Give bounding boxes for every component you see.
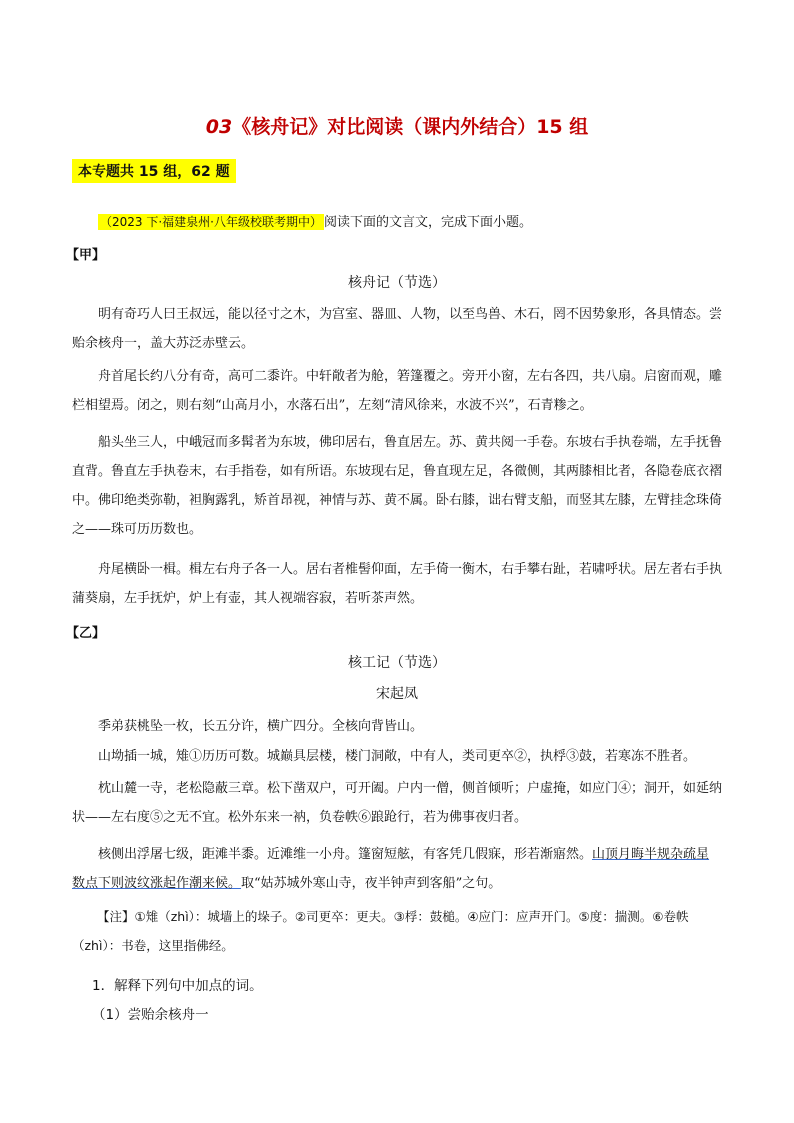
title-number: 03 bbox=[205, 116, 233, 138]
sub-question-1: （1）尝贻余核舟一 bbox=[92, 1007, 209, 1023]
text-b-paragraph-4 bbox=[72, 840, 722, 898]
text-a-paragraph-1: 明有奇巧人曰王叔远，能以径寸之木，为宫室、器皿、人物，以至鸟兽、木石，罔不因势象形，各具情态。尝贻余核舟一，盖大苏泛赤壁云。 bbox=[72, 307, 723, 351]
source-highlight: （2023 下·福建泉州·八年级校联考期中） bbox=[100, 215, 322, 229]
question-1: 1．解释下列句中加点的词。 bbox=[92, 978, 263, 994]
text-b-author: 宋起凤 bbox=[376, 686, 418, 702]
text-b-paragraph-2: 山坳插一城，雉①历历可数。城巅具层楼，楼门洞敞，中有人，类司更卒②，执桴③鼓，若寒冻不胜者。 bbox=[98, 749, 697, 764]
text-a-paragraph-4: 舟尾横卧一楫。楫左右舟子各一人。居右者椎髻仰面，左手倚一衡木，右手攀右趾，若啸呼状。居左者右手执蒲葵扇，左手抚炉，炉上有壶，其人视端容寂，若听茶声然。 bbox=[72, 562, 723, 606]
text-b-p4-end: 取“姑苏城外寒山寺，夜半钟声到客船”之句。 bbox=[241, 876, 502, 891]
text-b-paragraph-3: 枕山麓一寺，老松隐蔽三章。松下凿双户，可开阖。户内一僧，侧首倾听；户虚掩，如应门④；洞开，如延纳状——左右度⑤之无不宜。松外东来一衲，负卷帙⑥踉跄行，若为佛事夜归者。 bbox=[72, 781, 723, 825]
source-line bbox=[72, 208, 722, 237]
text-b-title: 核工记（节选） bbox=[348, 655, 446, 671]
instruction-text: 阅读下面的文言文，完成下面小题。 bbox=[323, 215, 532, 230]
text-a-title: 核舟记（节选） bbox=[348, 275, 446, 291]
text-b-p4-plain: 核侧出浮屠七级，距滩半黍。近滩维一小舟。篷窗短舷，有客凭几假寐，形若渐寤然。 bbox=[98, 847, 593, 862]
section-a-label: 【甲】 bbox=[66, 248, 106, 263]
footnotes: 【注】①雉（zhì）：城墙上的垛子。②司更卒：更夫。③桴：鼓槌。④应门：应声开门。⑤度：揣测。⑥卷帙（zhì）：书卷，这里指佛经。 bbox=[72, 909, 689, 953]
title-text: 《核舟记》对比阅读（课内外结合）15 组 bbox=[232, 116, 589, 138]
text-a-paragraph-3: 船头坐三人，中峨冠而多髯者为东坡，佛印居右，鲁直居左。苏、黄共阅一手卷。东坡右手执卷端，左手抚鲁直背。鲁直左手执卷末，右手指卷，如有所语。东坡现右足，鲁直现左足，各微侧，其两膝相比者，各隐卷底衣褶中。佛印绝类弥勒，袒胸露乳，矫首昂视，神情与苏、黄不属。卧右膝，诎右臂支船，而竖其左膝，左臂挂念珠倚之——珠可历历数也。 bbox=[72, 435, 723, 537]
section-b-label: 【乙】 bbox=[66, 626, 106, 641]
page-title bbox=[0, 112, 794, 139]
summary-badge: 本专题共 15 组，62 题 bbox=[72, 159, 236, 183]
text-b-p4-underlined: 山顶月晦半规杂疏星数点下则波纹涨起作潮来候。 bbox=[72, 847, 710, 891]
text-b-paragraph-1: 季弟获桃坠一枚，长五分许，横广四分。全核向背皆山。 bbox=[98, 719, 424, 734]
text-a-paragraph-2: 舟首尾长约八分有奇，高可二黍许。中轩敞者为舱，箬篷覆之。旁开小窗，左右各四，共八扇。启窗而观，雕栏相望焉。闭之，则右刻“山高月小，水落石出”，左刻“清风徐来，水波不兴”，石青糁之。 bbox=[72, 369, 723, 413]
